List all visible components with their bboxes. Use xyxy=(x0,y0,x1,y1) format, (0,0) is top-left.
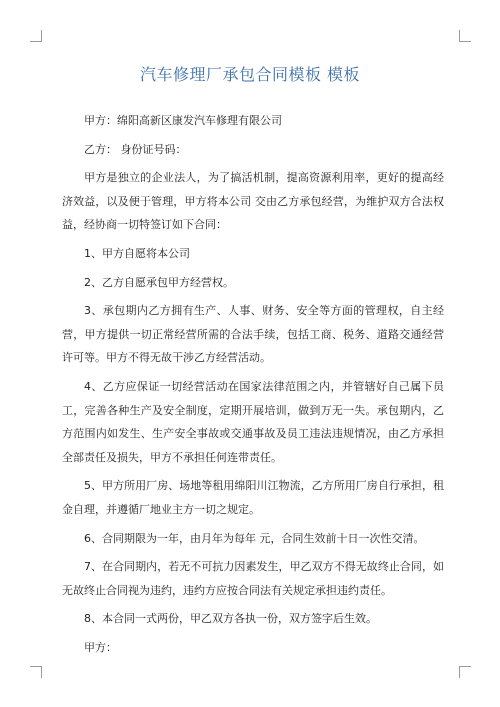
crop-mark-top-right xyxy=(459,30,471,42)
clause-1: 1、甲方自愿将本公司 xyxy=(84,246,190,260)
clause-7: 7、在合同期内，若无不可抗力因素发生，甲乙双方不得无故终止合同，如无故终止合同视为违约，违约方应按合同法有关规定承担违约责任。 xyxy=(62,560,444,597)
intro-paragraph: 甲方是独立的企业法人，为了搞活机制，提高资源利用率，更好的提高经济效益，以及便于管理，甲方将本公司 交由乙方承包经营，为维护双方合法权益，经协商一切特签订如下合同： xyxy=(62,171,444,232)
crop-mark-bottom-right xyxy=(459,666,471,678)
clause-4: 4、乙方应保证一切经营活动在国家法律范围之内，并管辖好自己属下员工，完善各种生产及安全制度，定期开展培训，做到万无一失。承包期内，乙方范围内如发生、生产安全事故或交通事故及员工违法违规情况，由乙方承担全部责任及损失，甲方不承担任何连带责任。 xyxy=(62,379,444,464)
party-a-line: 甲方：绵阳高新区康发汽车修理有限公司 xyxy=(84,114,282,127)
party-b-line: 乙方： 身份证号码： xyxy=(84,142,187,156)
crop-mark-top-left xyxy=(30,30,42,42)
clause-6: 6、合同期限为一年，由月年为每年 元，合同生效前十日一次性交清。 xyxy=(84,531,425,545)
clause-2: 2、乙方自愿承包甲方经营权。 xyxy=(84,275,234,289)
document-title: 汽车修理厂承包合同模板 模板 xyxy=(139,65,361,84)
document-body xyxy=(62,109,444,664)
clause-8: 8、本合同一式两份，甲乙双方各执一份，双方签字后生效。 xyxy=(84,612,377,626)
clause-5: 5、甲方所用厂房、场地等租用绵阳川江物流，乙方所用厂房自行承担，租金自理，并遵循厂地业主方一切之规定。 xyxy=(62,479,444,516)
clause-3: 3、承包期内乙方拥有生产、人事、财务、安全等方面的管理权，自主经营，甲方提供一切正常经营所需的合法手续，包括工商、税务、道路交通经营许可等。甲方不得无故干涉乙方经营活动。 xyxy=(62,304,444,365)
signature-party-a: 甲方： xyxy=(84,640,117,654)
crop-mark-bottom-left xyxy=(30,666,42,678)
